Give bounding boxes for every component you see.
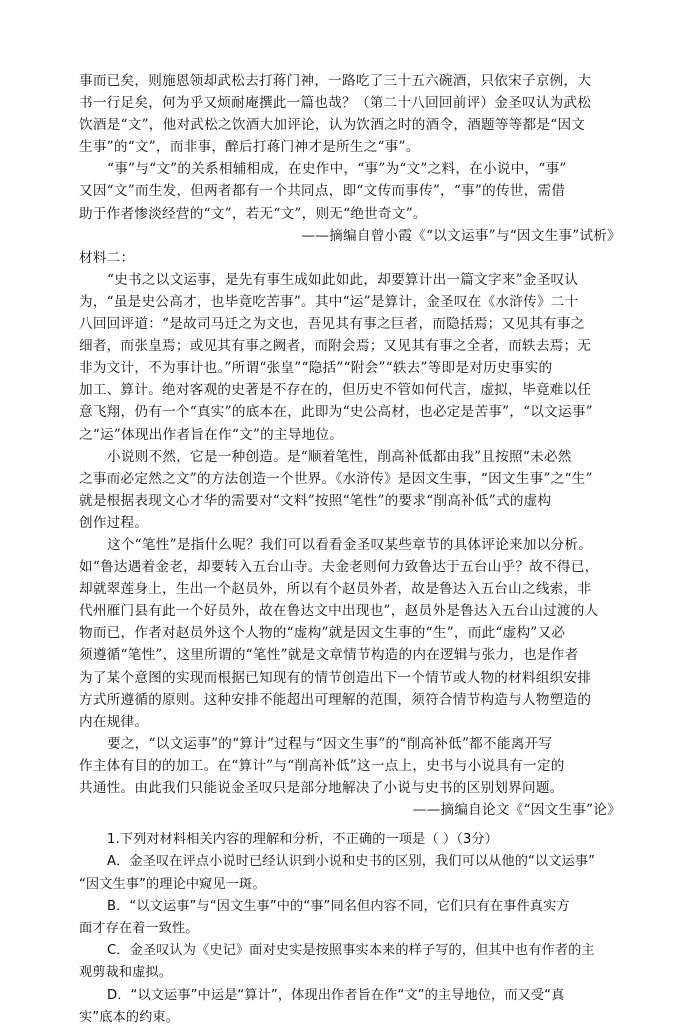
paragraph-line: 细者，而张皇焉；或见其有事之阙者，而附会焉；又见其有事之全者，而轶去焉；无: [79, 338, 592, 355]
option-line: “因文生事”的理论中窥见一斑。: [79, 876, 266, 892]
paragraph-line: 作主体有目的的加工。在“算计”与“削高补低”这一点上，史书与小说具有一定的: [79, 757, 565, 774]
document-page: [79, 70, 621, 1029]
answer-options: [79, 851, 621, 1029]
paragraph-line: 这个“笔性”是指什么呢？我们可以看看金圣叹某些章节的具体评论来加以分析。: [107, 536, 593, 553]
paragraph-line: 书一行足矣，何为乎又烦耐庵撰此一篇也哉？（第二十八回回前评）金圣叹认为武松: [79, 95, 592, 112]
paragraph-line: 意飞翔，仍有一个“真实”的底本在，此即为“史公高材，也必定是苦事”，“以文运事”: [79, 404, 593, 421]
option-line: C．金圣叹认为《史记》面对史实是按照事实本来的样子写的，但其中也有作者的主: [107, 943, 595, 959]
option-line: A．金圣叹在评点小说时已经认识到小说和史书的区别，我们可以从他的“以文运事”: [107, 854, 596, 870]
paragraph-line: 内在规律。: [79, 713, 149, 730]
source-attribution-one: ——摘编自曾小霞《“以文运事”与“因文生事”试析》: [301, 227, 621, 244]
question-stem: 1.下列对材料相关内容的理解和分析，不正确的一项是（ ）（3分）: [107, 832, 499, 848]
paragraph-line: 如“鲁达遇着金老，却要转入五台山寺。夫金老则何力致鲁达于五台山乎？故不得已，: [79, 559, 599, 576]
paragraph-line: 物而已，作者对赵员外这个人物的“虚构”就是因文生事的“生”，而此“虚构”又必: [79, 625, 566, 642]
paragraph-line: 小说则不然，它是一种创造。是“顺着笔性，削高补低都由我”且按照“未必然: [107, 448, 572, 465]
paragraph-line: 事而已矣，则施恩领却武松去打蒋门神，一路吃了三十五六碗酒，只依宋子京例，大: [79, 73, 592, 89]
section-gap: [79, 821, 621, 829]
paragraph-line: 又因“文”而生发，但两者都有一个共同点，即“文传而事传”，“事”的传世，需借: [79, 183, 566, 200]
paragraph-line: 要之，“以文运事”的“算计”过程与“因文生事”的“削高补低”都不能离开写: [107, 735, 553, 752]
paragraph-line: 就是根据表现文心才华的需要对“文料”按照“笔性”的要求“削高补低”式的虚构: [79, 492, 552, 509]
paragraph-line: 代州雁门县有此一个好员外，故在鲁达文中出现也”，赵员外是鲁达入五台山过渡的人: [79, 603, 599, 620]
material-one-continuation: [79, 70, 621, 225]
paragraph-line: 生事”的“文”，而非事，醉后打蒋门神才是所生之“事”。: [79, 139, 420, 156]
paragraph-line: 须遵循“笔性”，这里所谓的“笔性”就是文章情节构造的内在逻辑与张力，也是作者: [79, 647, 579, 664]
paragraph-line: 加工、算计。绝对客观的史著是不存在的，但历史不管如何代言，虚拟，毕竟难以任: [79, 382, 592, 399]
paragraph-line: 之事而必定然之文”的方法创造一个世界。《水浒传》是因文生事，“因文生事”之“生”: [79, 470, 593, 487]
paragraph-line: 共通性。由此我们只能说金圣叹只是部分地解决了小说与史书的区别划界问题。: [79, 780, 564, 796]
paragraph-line: 助于作者惨淡经营的“文”，若无“文”，则无“绝世奇文”。: [79, 205, 427, 222]
paragraph-line: 八回回评道：“是故司马迁之为文也，吾见其有事之巨者，而隐括焉；又见其有事之: [79, 316, 585, 333]
paragraph-line: “事”与“文”的关系相辅相成，在史作中，“事”为“文”之料，在小说中，“事”: [107, 161, 567, 178]
material-two-body: [79, 269, 621, 799]
paragraph-line: 之“运”体现出作者旨在作“文”的主导地位。: [79, 426, 344, 443]
material-two-heading: 材料二：: [79, 249, 135, 266]
paragraph-line: 为了某个意图的实现而根据已知现有的情节创造出下一个情节或人物的材料组织安排: [79, 669, 592, 686]
option-line: 面才存在着一致性。: [79, 920, 199, 936]
source-attribution-two: ——摘编自论文《“因文生事”论》: [412, 802, 621, 819]
paragraph-line: 为，“虽是史公高才，也毕竟吃苦事”。其中“运”是算计，金圣叹在《水浒传》二十: [79, 293, 579, 310]
paragraph-line: 非为文计，不为事计也。”所谓“张皇”“隐括”“附会”“轶去”等即是对历史事实的: [79, 360, 553, 377]
paragraph-line: 却就翠莲身上，生出一个赵员外，所以有个赵员外者，故是鲁达入五台山之线索，非: [79, 581, 592, 598]
option-line: D．“以文运事”中运是“算计”，体现出作者旨在作“文”的主导地位，而又受“真: [107, 987, 565, 1003]
option-line: 观剪裁和虚拟。: [79, 965, 173, 981]
paragraph-line: “史书之以文运事，是先有事生成如此如此，却要算计出一篇文字来”金圣叹认: [107, 271, 579, 288]
option-line: 实”底本的约束。: [79, 1009, 179, 1025]
paragraph-line: 创作过程。: [79, 514, 149, 531]
paragraph-line: 方式所遵循的原则。这种安排不能超出可理解的范围，须符合情节构造与人物塑造的: [79, 691, 592, 708]
paragraph-line: 饮酒是“文”，他对武松之饮酒大加评论，认为饮酒之时的酒令，酒题等等都是“因文: [79, 117, 586, 134]
option-line: B．“以文运事”与“因文生事”中的“事”同名但内容不同，它们只有在事件真实方: [107, 898, 570, 914]
